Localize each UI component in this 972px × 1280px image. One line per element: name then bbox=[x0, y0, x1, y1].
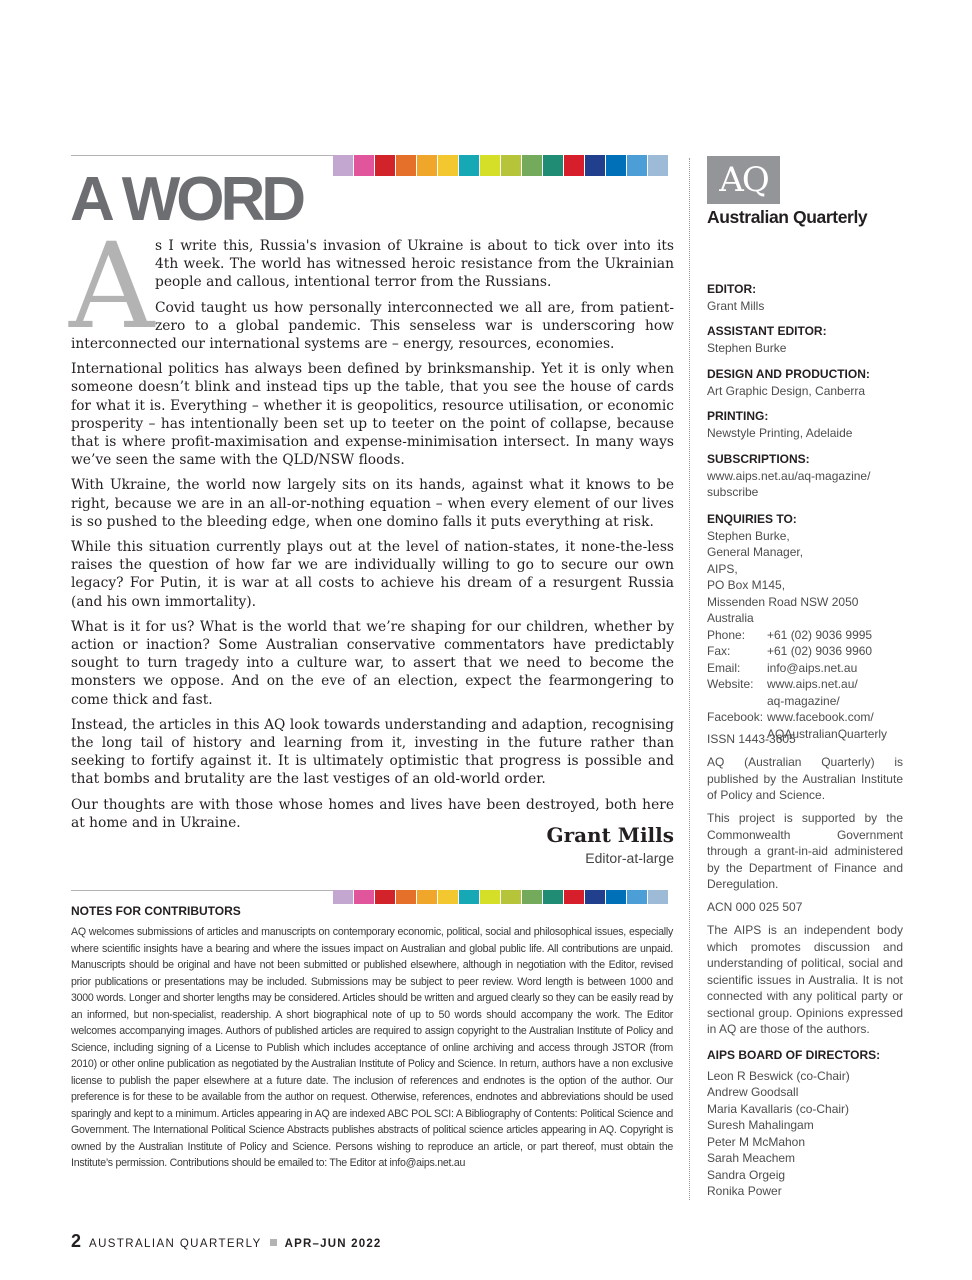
contact-email bbox=[707, 660, 907, 677]
publication-name: AUSTRALIAN QUARTERLY bbox=[89, 1238, 262, 1250]
editor-name: Grant Mills bbox=[707, 298, 765, 313]
color-swatch bbox=[543, 155, 563, 176]
color-swatch bbox=[585, 155, 605, 176]
assistant-name: Stephen Burke bbox=[707, 340, 787, 355]
supported-by: This project is supported by the Commonwealth Government through a grant-in-aid administered by the Department of Finance and Deregulation. bbox=[707, 811, 903, 891]
top-rule bbox=[71, 155, 333, 156]
enquiries-line: PO Box M145, bbox=[707, 578, 786, 592]
color-swatch bbox=[417, 890, 437, 904]
design-value: Art Graphic Design, Canberra bbox=[707, 383, 866, 398]
column-separator bbox=[689, 158, 690, 1200]
color-swatch bbox=[501, 155, 521, 176]
masthead-design bbox=[707, 366, 907, 399]
article-paragraph: While this situation currently plays out at the level of nation-states, it none-the-less raises the question of how far we are individually willing to go to secure our own legacy? For Putin, it is war at all costs to achieve his dream of a resurgent Russia (and his own immortality). bbox=[71, 539, 674, 610]
page-number: 2 bbox=[71, 1231, 82, 1251]
enquiries-line: Missenden Road NSW 2050 Australia bbox=[707, 594, 859, 625]
masthead-assistant bbox=[707, 323, 907, 356]
color-swatch bbox=[480, 890, 500, 904]
contact-value: +61 (02) 9036 9995 bbox=[767, 627, 873, 642]
color-swatch bbox=[459, 155, 479, 176]
contact-fax bbox=[707, 643, 907, 660]
contact-website bbox=[707, 676, 907, 709]
contact-key: Website: bbox=[707, 677, 754, 691]
color-swatch bbox=[333, 890, 353, 904]
article-paragraph: Covid taught us how personally interconnected we all are, from patient-zero to a global pandemic. This senseless war is underscoring how interconnected our international systems are – energy, resources, economies. bbox=[71, 299, 674, 353]
notes-body: AQ welcomes submissions of articles and manuscripts on contemporary economic, political, social and philosophical issues, especially where scientific insights have a bearing and where the issues impact on Australian and global public life. All contributions are unpaid. Manuscripts should be original and have not been submitted or published elsewhere, although in negotiation with the Editor, revised prior publications or presentations may be included. Submissions may be subject to peer review. Word length is between 1000 and 3000 words. Longer and shorter lengths may be considered. Articles should be written and argued clearly so they can be easily read by an informed, but non-specialist, readership. A short biographical note of up to 50 words should accompany the work. The Editor welcomes accompanying images. Authors of published articles are required to assign copyright to the Australian Institute of Policy and Science, including signing of a License to Publish which includes acceptance of online archiving and access through JSTOR (from 2010) or other online publication as negotiated by the Australian Institute of Policy and Science. In return, authors have a non exclusive license to publish the paper elsewhere at a future date. The inclusion of references and endnotes is the option of the author. Our preference is for these to be available from the author on request. Otherwise, references, endnotes and abbreviations should be used sparingly and kept to a minimum. Articles appearing in AQ are indexed ABC POL SCI: A Bibliography of Contents: Political Science and Government. The International Political Science Abstracts publishes abstracts of political science articles appearing in AQ. Copyright is owned by the Australian Institute of Policy and Science. Persons wishing to reproduce an article, or part thereof, must obtain the Institute’s permission. Contributions should be emailed to: The Editor at info@aips.net.au bbox=[71, 926, 673, 1169]
notes-color-strip bbox=[333, 890, 669, 904]
color-swatch bbox=[564, 890, 584, 904]
drop-cap: A bbox=[69, 217, 155, 355]
signature-name: Grant Mills bbox=[546, 823, 674, 847]
color-swatch bbox=[354, 890, 374, 904]
board-member: Sandra Orgeig bbox=[707, 1167, 786, 1182]
editor-label: EDITOR: bbox=[707, 282, 757, 296]
contact-key: Fax: bbox=[707, 644, 731, 658]
masthead-printing bbox=[707, 408, 907, 441]
contact-value-line: AQAustralianQuarterly bbox=[767, 726, 888, 741]
contact-value-line: www.facebook.com/ bbox=[767, 710, 874, 724]
color-swatch bbox=[522, 155, 542, 176]
masthead-editor bbox=[707, 281, 907, 314]
color-swatch bbox=[648, 890, 668, 904]
enquiries-line: Stephen Burke, bbox=[707, 528, 790, 543]
board-label: AIPS BOARD OF DIRECTORS: bbox=[707, 1048, 881, 1062]
published-by: AQ (Australian Quarterly) is published by the Australian Institute of Policy and Science. bbox=[707, 755, 903, 802]
color-swatch bbox=[627, 890, 647, 904]
color-swatch bbox=[585, 890, 605, 904]
color-swatch bbox=[501, 890, 521, 904]
issue-date: APR–JUN 2022 bbox=[284, 1238, 382, 1250]
color-swatch bbox=[606, 890, 626, 904]
contact-value: +61 (02) 9036 9960 bbox=[767, 644, 873, 658]
article-paragraph: Instead, the articles in this AQ look towards understanding and adaption, recognising the long tail of history and learning from it, investing in the future rather than seeking to fortify against it. It is ultimately optimistic that progress is possible and that bombs and brutality are the last vestiges of an old-world order. bbox=[71, 716, 674, 788]
contact-key: Facebook: bbox=[707, 710, 764, 724]
notes-title: NOTES FOR CONTRIBUTORS bbox=[71, 904, 241, 918]
color-swatch bbox=[648, 155, 668, 176]
color-swatch bbox=[333, 155, 353, 176]
color-swatch bbox=[438, 155, 458, 176]
subscriptions-link-cont: subscribe bbox=[707, 485, 759, 499]
article-paragraph: Our thoughts are with those whose homes and lives have been destroyed, both here at home and in Ukraine. bbox=[71, 796, 674, 831]
top-color-strip bbox=[333, 155, 669, 176]
contact-key: Phone: bbox=[707, 627, 746, 642]
board-member: Suresh Mahalingam bbox=[707, 1118, 814, 1132]
board-of-directors bbox=[707, 1047, 907, 1200]
enquiries-label: ENQUIRIES TO: bbox=[707, 512, 797, 526]
color-swatch bbox=[438, 890, 458, 904]
color-swatch bbox=[375, 155, 395, 176]
printing-label: PRINTING: bbox=[707, 409, 769, 423]
masthead-enquiries bbox=[707, 511, 907, 742]
contact-value: info@aips.net.au bbox=[767, 660, 858, 675]
color-swatch bbox=[396, 155, 416, 176]
subscriptions-link: www.aips.net.au/aq-magazine/ bbox=[707, 468, 871, 483]
color-swatch bbox=[480, 155, 500, 176]
color-swatch bbox=[606, 155, 626, 176]
acn: ACN 000 025 507 bbox=[707, 900, 803, 914]
article-paragraph: With Ukraine, the world now largely sits on its hands, against what it knows to be right, because we are in an all-or-nothing equation – when every element of our lives is so pushed to the bleeding edge, when one domino falls it puts everything at risk. bbox=[71, 477, 674, 530]
color-swatch bbox=[354, 155, 374, 176]
contact-value-line: www.aips.net.au/ bbox=[767, 677, 858, 691]
board-member: Ronika Power bbox=[707, 1184, 782, 1198]
color-swatch bbox=[543, 890, 563, 904]
article-paragraph: What is it for us? What is the world that we’re shaping for our children, whether by action or inaction? Some Australian conservative commentators have predictably sought to turn tragedy into a culture war, to assert that we need to become the monsters we oppose. And on the eve of an election, expect the fearmongering to come thick and fast. bbox=[71, 618, 674, 708]
aq-logo: AQ bbox=[707, 156, 780, 204]
color-swatch bbox=[459, 890, 479, 904]
color-swatch bbox=[375, 890, 395, 904]
contact-key: Email: bbox=[707, 660, 741, 675]
board-member: Sarah Meachem bbox=[707, 1151, 796, 1165]
signature-role: Editor-at-large bbox=[585, 850, 674, 866]
masthead-subscriptions bbox=[707, 451, 907, 501]
color-swatch bbox=[564, 155, 584, 176]
color-swatch bbox=[627, 155, 647, 176]
printing-value: Newstyle Printing, Adelaide bbox=[707, 425, 853, 440]
footer-separator bbox=[270, 1239, 277, 1246]
page-footer bbox=[71, 1231, 382, 1252]
magazine-name: Australian Quarterly bbox=[707, 207, 868, 227]
color-swatch bbox=[417, 155, 437, 176]
board-member: Andrew Goodsall bbox=[707, 1085, 799, 1099]
editorial-article bbox=[69, 217, 674, 839]
issn: ISSN 1443-3605 bbox=[707, 732, 796, 746]
assistant-label: ASSISTANT EDITOR: bbox=[707, 324, 827, 338]
subscriptions-label: SUBSCRIPTIONS: bbox=[707, 452, 810, 466]
contact-value-line: aq-magazine/ bbox=[767, 693, 840, 708]
article-paragraph: s I write this, Russia's invasion of Ukraine is about to tick over into its 4th week. The world has witnessed heroic resistance from the Ukrainian people and callous, intentional terror from the Russians. bbox=[155, 238, 674, 291]
contact-phone bbox=[707, 627, 907, 644]
enquiries-line: General Manager, bbox=[707, 545, 804, 559]
article-paragraph: International politics has always been defined by brinksmanship. Yet it is only when someone doesn’t blink and instead tips up the table, that you see the house of cards for what it is. Everything – whether it is geopolitics, resource utilisation, or economic prosperity – has intentionally been set up to teeter on the point of collapse, because that is where profit-maximisation and expense-minimisation intersect. In many ways we’ve seen the same with the QLD/NSW floods. bbox=[71, 361, 674, 469]
board-member: Peter M McMahon bbox=[707, 1134, 806, 1149]
board-member: Maria Kavallaris (co-Chair) bbox=[707, 1101, 850, 1116]
contact-value bbox=[767, 676, 858, 709]
enquiries-line: AIPS, bbox=[707, 561, 738, 576]
design-label: DESIGN AND PRODUCTION: bbox=[707, 367, 870, 381]
color-swatch bbox=[522, 890, 542, 904]
aips-description: The AIPS is an independent body which promotes discussion and understanding of political, social and scientific issues in Australia. It is not connected with any political party or sectional group. Opinions expressed in AQ are those of the authors. bbox=[707, 923, 903, 1036]
notes-rule bbox=[71, 890, 333, 891]
color-swatch bbox=[396, 890, 416, 904]
page-title: A WORD bbox=[70, 165, 302, 234]
board-member: Leon R Beswick (co-Chair) bbox=[707, 1068, 850, 1083]
